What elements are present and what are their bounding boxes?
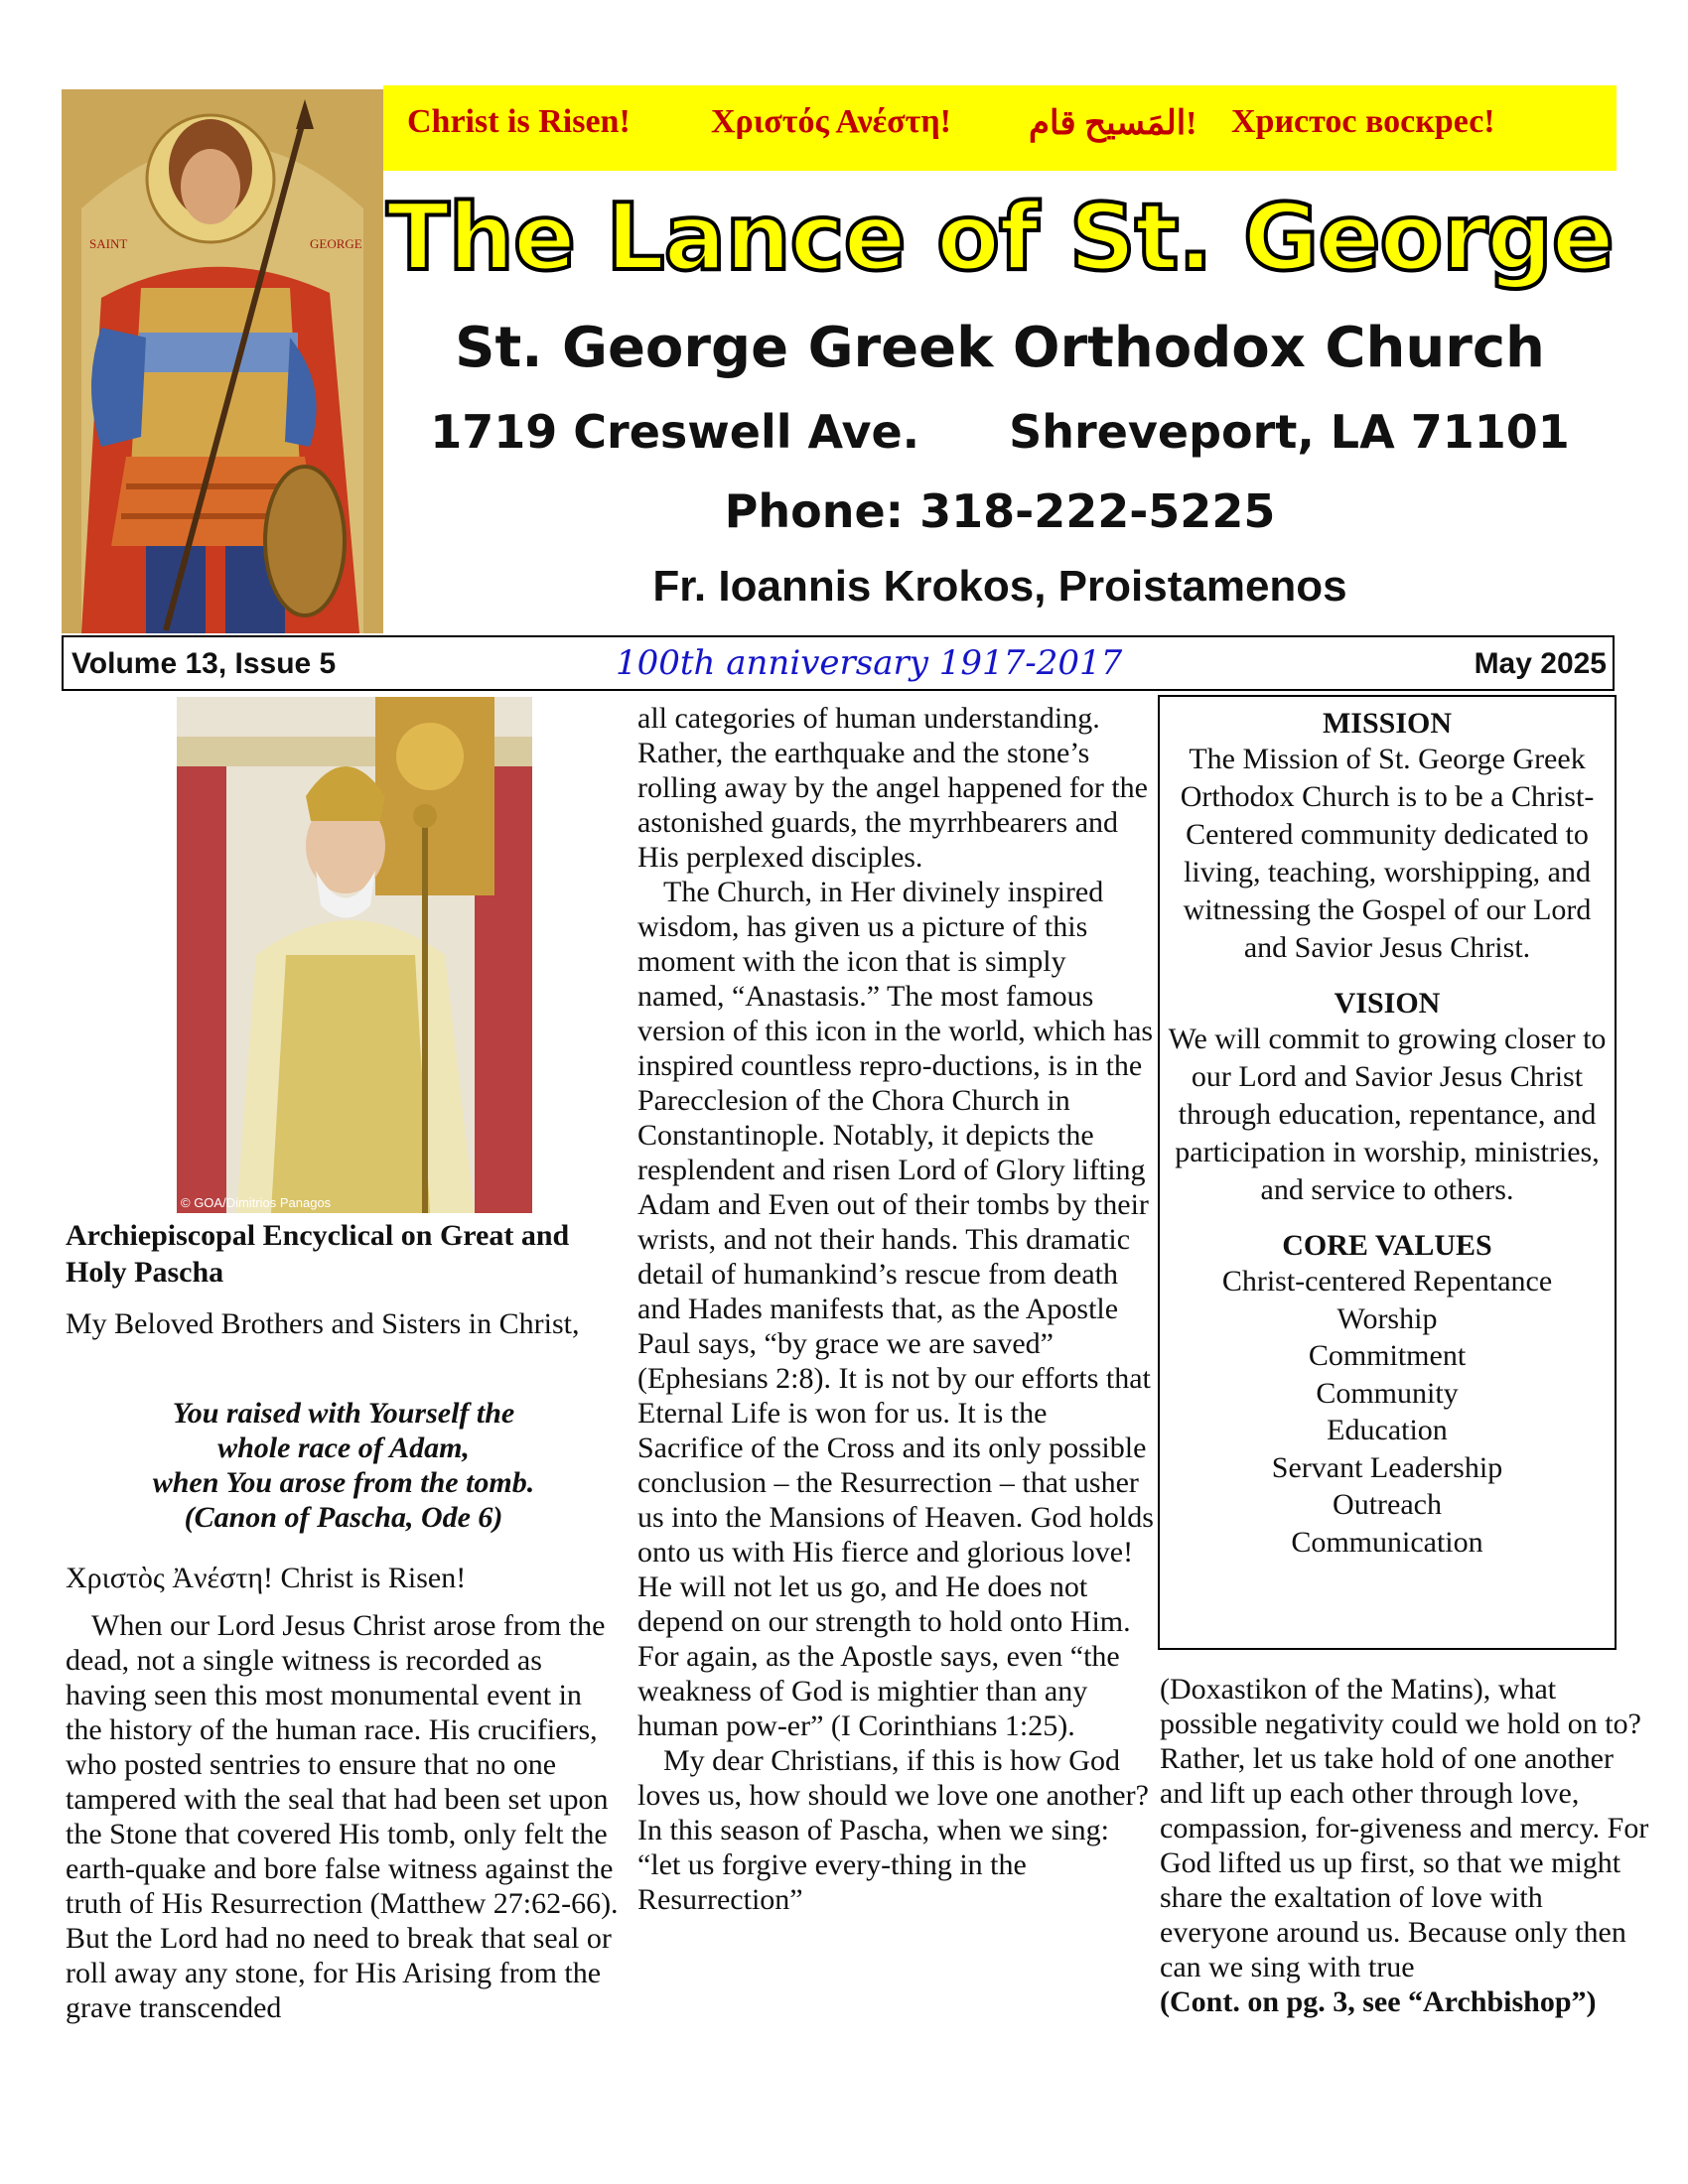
photo-credit: © GOA/Dimitrios Panagos bbox=[181, 1195, 332, 1210]
church-name: St. George Greek Orthodox Church bbox=[455, 316, 1545, 380]
core-value: Worship bbox=[1336, 1301, 1438, 1335]
core-value: Christ-centered Repentance bbox=[1221, 1265, 1553, 1297]
archbishop-photo bbox=[177, 697, 532, 1213]
greeting-russian: Христос воскрес! bbox=[1231, 103, 1495, 140]
greek-greeting: Χριστὸς Ἀνέστη! Christ is Risen! bbox=[66, 1562, 467, 1594]
core-value: Servant Leadership bbox=[1271, 1450, 1503, 1484]
salutation: My Beloved Brothers and Sisters in Christ, bbox=[66, 1307, 580, 1340]
city-state-zip: Shreveport, LA 71101 bbox=[1009, 405, 1570, 459]
hymn-quote bbox=[66, 1396, 622, 1535]
core-value: Outreach bbox=[1333, 1488, 1442, 1521]
article-paragraph: all categories of human understanding. Rather, the earthquake and the stone’s rolling away by the angel happened for the astonished guards, the myrrhbearers and His perplexed disciples. bbox=[637, 702, 1148, 874]
article-paragraph: My dear Christians, if this is how God loves us, how should we love one another? In this season of Pascha, when we sing: “let us forgive every-thing in the Resurrection” bbox=[637, 1744, 1149, 1916]
article-paragraph: The Church, in Her divinely inspired wisdom, has given us a picture of this moment with the icon that is simply named, “Anastasis.” The most famous version of this icon in the world, which has inspired countless repro-ductions, is in the Parecclesion of the Chora Church in Constantinople. Notably, it depicts the resplendent and risen Lord of Glory lifting Adam and Even out of their tombs by their wrists, and not their hands. This dramatic detail of humankind’s rescue from death and Hades manifests that, as the Apostle Paul says, “by grace we are saved” (Ephesians 2:8). It is not by our efforts that Eternal Life is won for us. It is the Sacrifice of the Cross and its only possible conclusion – the Resurrection – that usher us into the Mansions of Heaven. God holds onto us with His fierce and glorious love! He will not let us go, and He does not depend on our strength to hold onto Him. For again, as the Apostle says, even “the weakness of God is mightier than any human pow-er” (I Corinthians 1:25). bbox=[637, 876, 1154, 1742]
priest-name: Fr. Ioannis Krokos, Proistamenos bbox=[652, 562, 1347, 611]
greeting-greek: Χριστός Ανέστη! bbox=[711, 103, 951, 140]
core-value: Community bbox=[1316, 1376, 1459, 1410]
greeting-arabic: !المَسيح قام bbox=[1029, 105, 1197, 142]
continuation-link[interactable]: (Cont. on pg. 3, see “Archbishop”) bbox=[1160, 1985, 1597, 2018]
core-value: Commitment bbox=[1308, 1339, 1467, 1372]
core-value: Education bbox=[1327, 1414, 1448, 1446]
article-title: Archiepiscopal Encyclical on Great and Holy Pascha bbox=[66, 1219, 570, 1289]
hymn-line: You raised with Yourself the bbox=[172, 1397, 515, 1430]
hymn-line: when You arose from the tomb. bbox=[152, 1466, 535, 1499]
article-column-3 bbox=[1160, 1672, 1652, 2019]
issue-date: May 2025 bbox=[1474, 647, 1607, 680]
saint-george-icon-image bbox=[62, 89, 383, 633]
article-column-2 bbox=[637, 701, 1154, 1917]
core-values-list bbox=[1160, 1263, 1615, 1561]
mission-text: The Mission of St. George Greek Orthodox Church is to be a Christ-Centered community dedicated to living, teaching, worshipping, and witnessing the Gospel of our Lord and Savior Jesus Christ. bbox=[1180, 743, 1595, 964]
core-values-heading: CORE VALUES bbox=[1282, 1229, 1492, 1262]
mission-vision-box bbox=[1158, 695, 1617, 1650]
newsletter-title: The Lance of St. George bbox=[386, 184, 1614, 291]
hymn-citation: (Canon of Pascha, Ode 6) bbox=[184, 1501, 503, 1534]
church-address bbox=[383, 405, 1617, 459]
anniversary-note: 100th anniversary 1917-2017 bbox=[616, 643, 1123, 683]
article-paragraph: When our Lord Jesus Christ arose from the dead, not a single witness is recorded as having seen this most monumental event in the history of the human race. His crucifiers, who posted sentries to ensure that no one tampered with the seal that had been set upon the Stone that covered His tomb, only felt the earth-quake and bore false witness against the truth of His Resurrection (Matthew 27:62-66). But the Lord had no need to break that seal or roll away any stone, for His Arising from the grave transcended bbox=[66, 1609, 619, 2024]
volume-issue: Volume 13, Issue 5 bbox=[71, 647, 337, 680]
street-address: 1719 Creswell Ave. bbox=[430, 405, 920, 459]
greeting-english: Christ is Risen! bbox=[407, 103, 631, 140]
mission-heading: MISSION bbox=[1322, 707, 1453, 740]
svg-text:GEORGE: GEORGE bbox=[310, 236, 362, 251]
vision-text: We will commit to growing closer to our Lord and Savior Jesus Christ through education, repentance, and participation in worship, ministries, and service to others. bbox=[1168, 1023, 1607, 1206]
vision-heading: VISION bbox=[1334, 987, 1441, 1020]
church-phone: Phone: 318-222-5225 bbox=[724, 484, 1276, 538]
svg-text:SAINT: SAINT bbox=[89, 236, 128, 251]
hymn-line: whole race of Adam, bbox=[217, 1432, 470, 1464]
article-paragraph: (Doxastikon of the Matins), what possible negativity could we hold on to? Rather, let us take hold of one another and lift up each other through love, compassion, for-giveness and mercy. For God lifted us up first, so that we might share the exaltation of love with everyone around us. Because only then can we sing with true bbox=[1160, 1673, 1649, 1983]
core-value: Communication bbox=[1291, 1525, 1483, 1559]
greeting-banner bbox=[383, 85, 1617, 171]
